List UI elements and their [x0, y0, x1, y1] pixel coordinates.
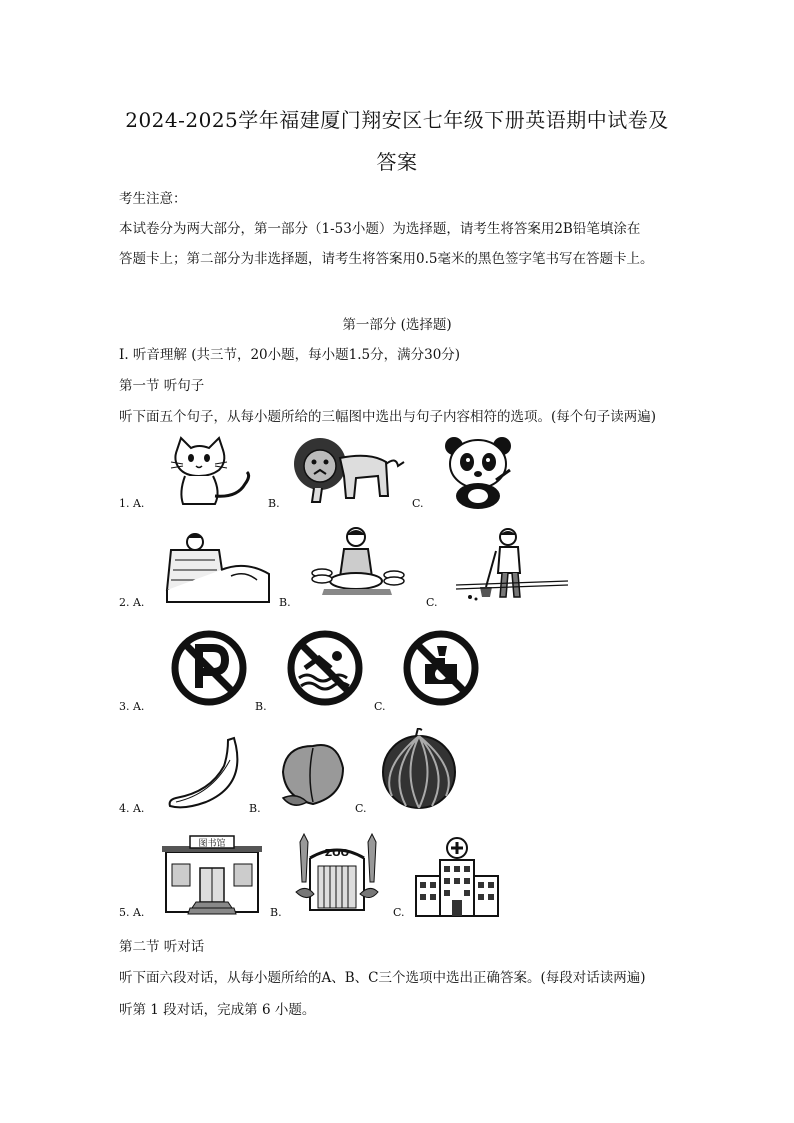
part1-heading: 第一部分 (选择题): [342, 317, 452, 333]
no-photo-sign: [401, 628, 481, 708]
exam-title-line2: 答案: [376, 150, 418, 174]
section1-title: 第一节 听句子: [119, 378, 205, 394]
notice-line1: 本试卷分为两大部分，第一部分（1-53小题）为选择题，请考生将答案用2B铅笔填涂在: [119, 221, 641, 237]
library-sign-text: 图书馆: [198, 839, 226, 849]
hospital-image: [414, 836, 500, 920]
section-i-heading: I. 听音理解 (共三节，20小题，每小题1.5分，满分30分): [119, 347, 461, 363]
making-bed-image: [165, 530, 273, 606]
q3-label-c: C.: [374, 700, 386, 713]
exam-title-line1: 2024-2025学年福建厦门翔安区七年级下册英语期中试卷及: [125, 108, 669, 132]
section1-instructions: 听下面五个句子，从每小题所给的三幅图中选出与句子内容相符的选项。(每个句子读两遍): [119, 409, 657, 425]
q5-label-c: C.: [393, 906, 405, 919]
zoo-image: [294, 832, 380, 918]
watermelon-image: [380, 728, 458, 810]
q3-label-b: B.: [255, 700, 267, 713]
section2-instructions: 听下面六段对话，从每小题所给的A、B、C三个选项中选出正确答案。(每段对话读两遍): [119, 970, 646, 986]
dialog1-instruction: 听第 1 段对话，完成第 6 小题。: [119, 1002, 316, 1018]
washing-dishes-image: [310, 525, 406, 599]
q4-label-b: B.: [249, 802, 261, 815]
peach-image: [277, 736, 349, 808]
q2-label-a: 2. A.: [119, 596, 145, 609]
lion-image: [290, 436, 408, 508]
sweeping-floor-image: [456, 527, 568, 605]
q1-label-c: C.: [412, 497, 424, 510]
notice-heading: 考生注意：: [119, 191, 187, 207]
q1-label-a: 1. A.: [119, 497, 145, 510]
q2-label-c: C.: [426, 596, 438, 609]
library-image: [162, 834, 262, 918]
q4-label-c: C.: [355, 802, 367, 815]
no-swimming-sign: [285, 628, 365, 708]
section2-title: 第二节 听对话: [119, 939, 205, 955]
notice-line2: 答题卡上；第二部分为非选择题，请考生将答案用0.5毫米的黑色签字笔书写在答题卡上。: [119, 251, 654, 267]
q4-label-a: 4. A.: [119, 802, 145, 815]
zoo-sign-text: ZOO: [324, 848, 350, 859]
no-parking-sign: [169, 628, 249, 708]
cat-image: [165, 436, 257, 508]
panda-image: [440, 436, 518, 510]
q1-label-b: B.: [268, 497, 280, 510]
q3-label-a: 3. A.: [119, 700, 145, 713]
q5-label-a: 5. A.: [119, 906, 145, 919]
q2-label-b: B.: [279, 596, 291, 609]
q5-label-b: B.: [270, 906, 282, 919]
banana-image: [166, 736, 244, 812]
